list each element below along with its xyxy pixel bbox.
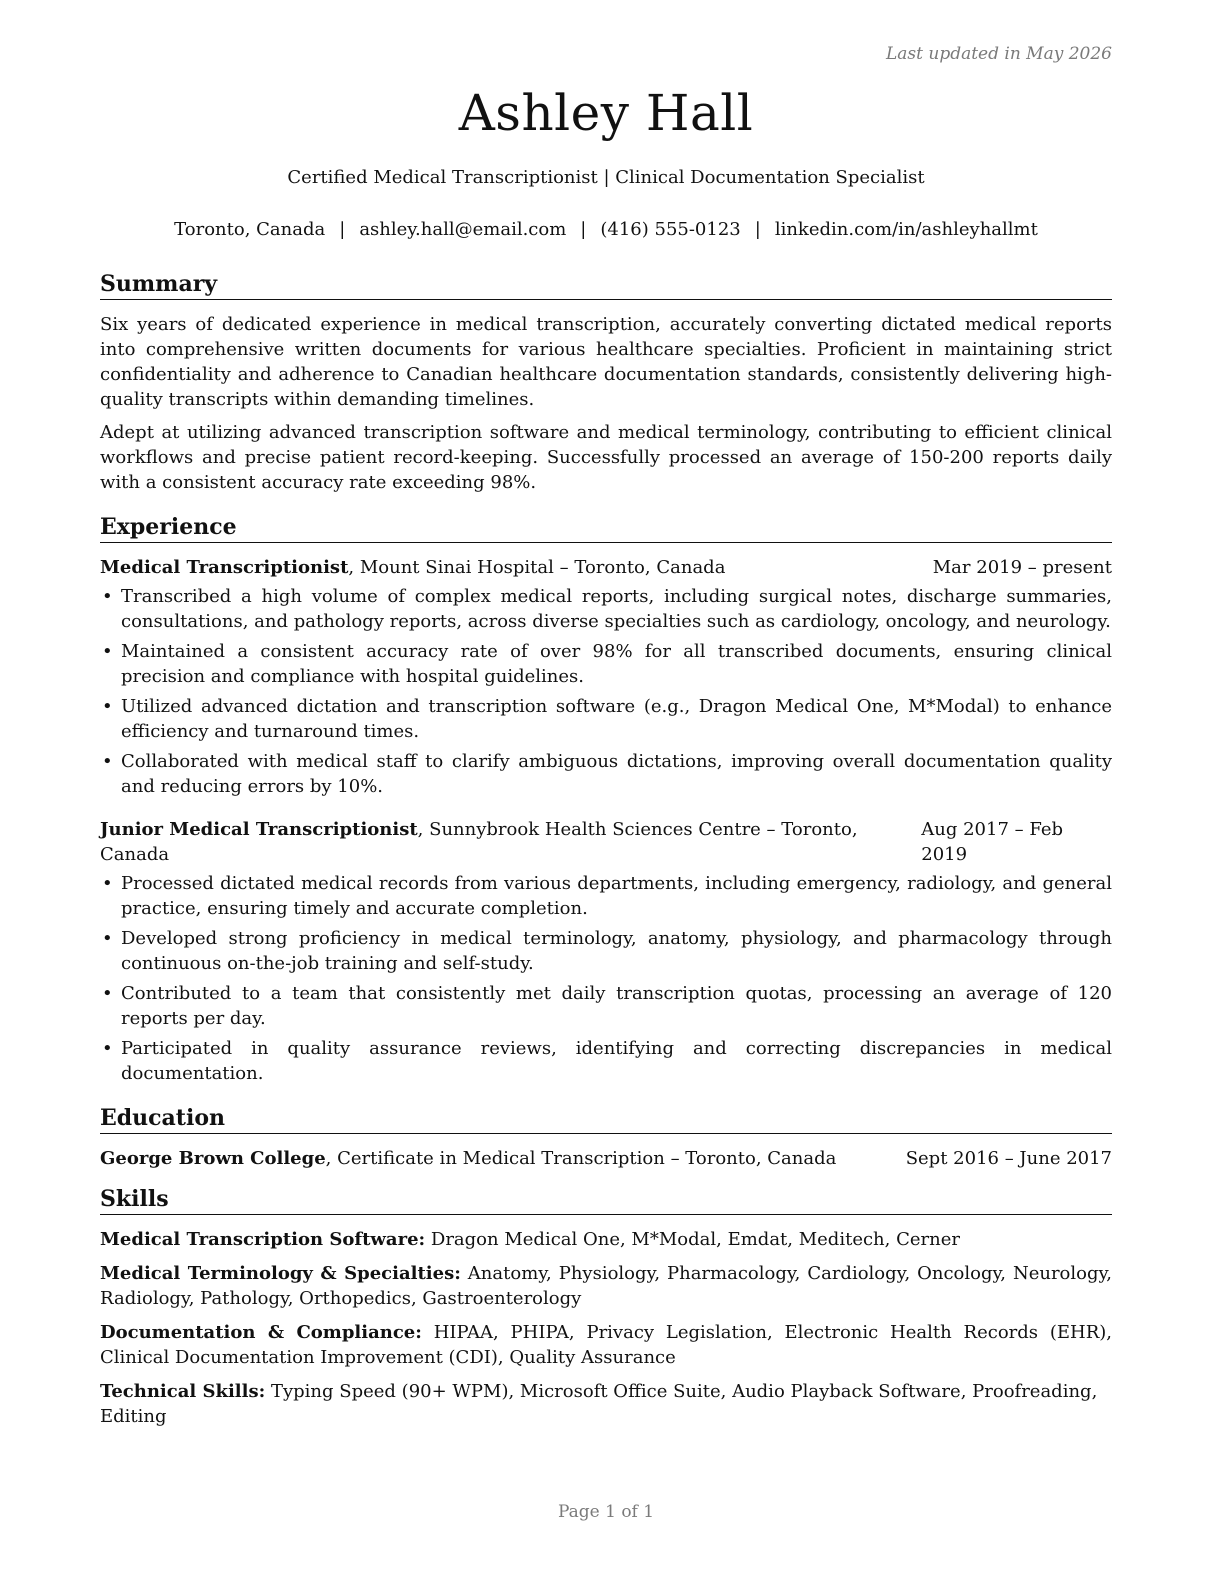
skill-value: HIPAA, PHIPA, Privacy Legislation, Electronic Health Records (EHR), Clinical Documentation Improvement (CDI), Quality Assurance [100,1322,1112,1368]
skill-value: Typing Speed (90+ WPM), Microsoft Office Suite, Audio Playback Software, Proofreading, Editing [100,1381,1098,1427]
job-dates: Mar 2019 – present [932,557,1112,578]
job-bullet: • Utilized advanced dictation and transcription software (e.g., Dragon Medical One, M*Modal) to enhance efficiency and turnaround times. [100,694,1112,744]
job-bullet: • Participated in quality assurance reviews, identifying and correcting discrepancies in medical documentation. [100,1036,1112,1086]
resume-content [100,270,1112,1438]
summary-paragraph: Six years of dedicated experience in medical transcription, accurately converting dictated medical reports into comprehensive written documents for various healthcare specialties. Proficient in maintaining strict confidentiality and adherence to Canadian healthcare documentation standards, consistently delivering high-quality transcripts within demanding timelines. [100,314,1112,410]
skill-line [100,1227,1112,1252]
education-detail: , Certificate in Medical Transcription – Toronto, Canada [325,1148,837,1169]
skill-line [100,1379,1112,1429]
skill-label: Technical Skills: [100,1381,266,1402]
job-header [100,817,1112,867]
job-bullets [100,584,1112,799]
job-entry [100,555,1112,799]
section-title-summary: Summary [100,270,1112,300]
contact-line [100,219,1112,240]
skill-line [100,1261,1112,1311]
job-bullet: • Maintained a consistent accuracy rate of over 98% for all transcribed documents, ensuring clinical precision and compliance with hospital guidelines. [100,639,1112,689]
education-dates: Sept 2016 – June 2017 [905,1148,1112,1169]
job-bullet: • Collaborated with medical staff to clarify ambiguous dictations, improving overall documentation quality and reducing errors by 10%. [100,749,1112,799]
section-title-experience: Experience [100,513,1112,543]
job-bullet: • Contributed to a team that consistently met daily transcription quotas, processing an average of 120 reports per day. [100,981,1112,1031]
experience-section [100,513,1112,1086]
resume-page [100,0,1112,1584]
skill-value: Anatomy, Physiology, Pharmacology, Cardiology, Oncology, Neurology, Radiology, Pathology, Orthopedics, Gastroenterology [100,1263,1112,1309]
section-title-education: Education [100,1104,1112,1134]
skill-label: Medical Transcription Software: [100,1229,426,1250]
contact-separator: | [339,219,346,240]
contact-separator: | [754,219,761,240]
summary-paragraph: Adept at utilizing advanced transcription software and medical terminology, contributing to efficient clinical workflows and precise patient record-keeping. Successfully processed an average of 150-200 reports daily with a consistent accuracy rate exceeding 98%. [100,422,1112,493]
job-org: , Mount Sinai Hospital – Toronto, Canada [348,557,726,578]
education-school: George Brown College [100,1148,326,1169]
job-org: , Sunnybrook Health Sciences Centre – Toronto, Canada [100,819,858,865]
job-header [100,555,1112,580]
education-section [100,1104,1112,1171]
job-role: Medical Transcriptionist [100,557,349,578]
job-bullet: • Transcribed a high volume of complex medical reports, including surgical notes, discharge summaries, consultations, and pathology reports, across diverse specialties such as cardiology, oncology, and neurology. [100,584,1112,634]
skill-line [100,1320,1112,1370]
job-role-org [100,817,921,867]
page-number: Page 1 of 1 [557,1502,655,1522]
skill-value: Dragon Medical One, M*Modal, Emdat, Meditech, Cerner [425,1229,960,1250]
contact-location: Toronto, Canada [174,219,326,240]
job-entry [100,817,1112,1086]
job-role-org [100,555,725,580]
job-role: Junior Medical Transcriptionist [100,819,418,840]
contact-phone[interactable]: (416) 555-0123 [600,219,741,240]
education-entry [100,1146,1112,1171]
summary-section [100,270,1112,495]
last-updated-note: Last updated in May 2026 [885,44,1112,64]
skill-label: Medical Terminology & Specialties: [100,1263,461,1284]
contact-linkedin[interactable]: linkedin.com/in/ashleyhallmt [774,219,1038,240]
section-title-skills: Skills [100,1185,1112,1215]
contact-email[interactable]: ashley.hall@email.com [359,219,567,240]
contact-separator: | [580,219,587,240]
candidate-name: Ashley Hall [458,84,754,142]
skill-label: Documentation & Compliance: [100,1322,422,1343]
job-bullet: • Developed strong proficiency in medical terminology, anatomy, physiology, and pharmacology through continuous on-the-job training and self-study. [100,926,1112,976]
candidate-headline: Certified Medical Transcriptionist | Clinical Documentation Specialist [287,167,925,188]
job-bullets [100,871,1112,1086]
education-school-detail [100,1146,836,1171]
job-dates: Aug 2017 – Feb 2019 [921,819,1064,865]
job-bullet: • Processed dictated medical records from various departments, including emergency, radiology, and general practice, ensuring timely and accurate completion. [100,871,1112,921]
skills-section [100,1185,1112,1429]
